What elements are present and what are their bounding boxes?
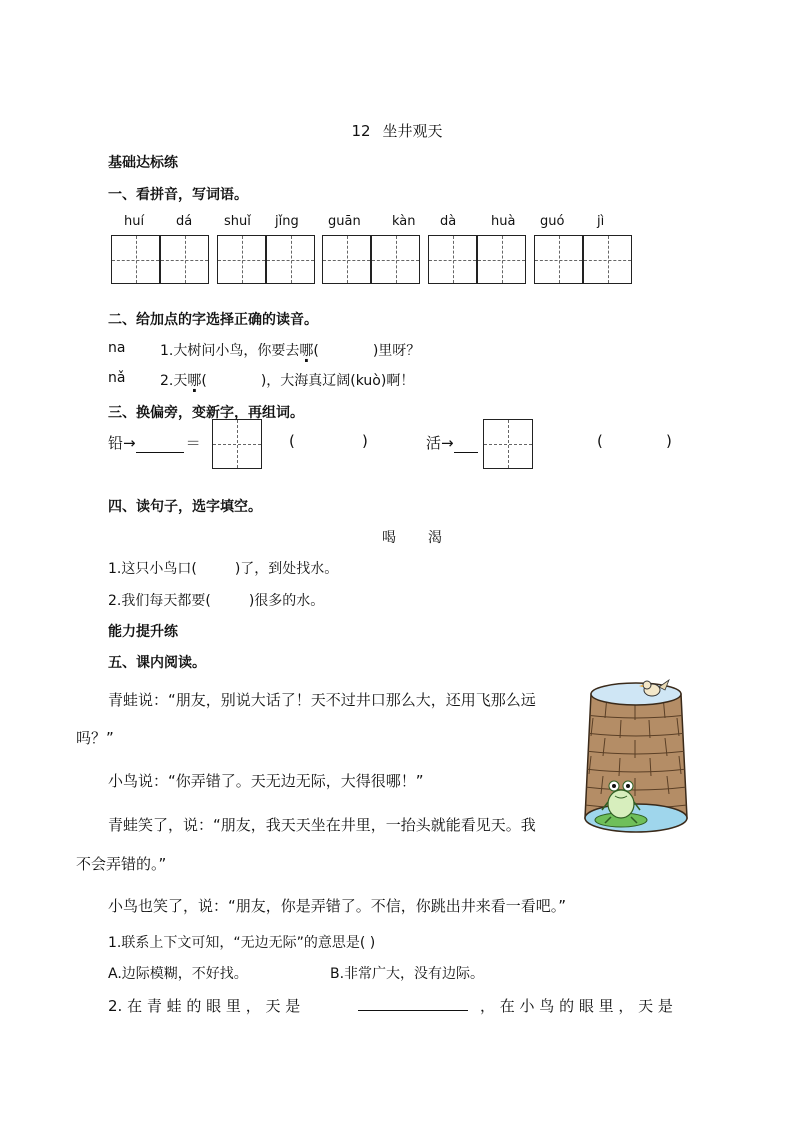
- paren-open: (: [597, 432, 603, 450]
- pinyin-1: dá: [176, 214, 193, 229]
- write-box[interactable]: [583, 235, 632, 284]
- q5-sub2-b: ， 在 小 鸟 的 眼 里 ， 天 是: [480, 997, 673, 1015]
- write-box[interactable]: [266, 235, 315, 284]
- paren-close: ): [362, 432, 368, 450]
- page-title: [0, 120, 794, 141]
- paren-close: ): [666, 432, 672, 450]
- q4-sentence-2: [108, 590, 324, 610]
- pinyin-0: huí: [124, 214, 145, 229]
- passage-p4: 小鸟也笑了，说：“朋友，你是弄错了。不信，你跳出井来看一看吧。”: [108, 897, 567, 915]
- q1-heading: 一、看拼音，写词语。: [108, 187, 248, 203]
- q2-s2-text: 2.天: [160, 373, 188, 389]
- option-b[interactable]: B.非常广大，没有边际。: [330, 966, 485, 982]
- q4-s1-b: )了，到处找水。: [234, 561, 339, 577]
- q2-s2-open: (: [201, 373, 207, 389]
- q2-sentence-1: [160, 340, 420, 360]
- dotted-char: 哪: [187, 373, 202, 389]
- q2-sentence-2: [160, 370, 414, 390]
- write-box[interactable]: [371, 235, 420, 284]
- q5-sub1: 1.联系上下文可知，“无边无际”的意思是( ): [108, 935, 376, 951]
- pinyin-8: guó: [540, 214, 565, 229]
- q3-char-2: 活→: [426, 434, 454, 452]
- write-box[interactable]: [160, 235, 209, 284]
- q4-s1-a: 1.这只小鸟口(: [108, 561, 197, 577]
- option-a[interactable]: A.边际模糊，不好找。: [108, 966, 248, 982]
- pinyin-9: jì: [597, 214, 605, 229]
- q3-char-1: 铅→: [108, 434, 136, 452]
- well-frog-illustration: [577, 678, 695, 836]
- q4-sentence-1: [108, 558, 338, 578]
- choice-ke: 渴: [428, 530, 442, 546]
- pinyin-5: kàn: [392, 214, 416, 229]
- q2-option-1: na: [108, 340, 126, 356]
- write-box[interactable]: [111, 235, 160, 284]
- lesson-title: 坐井观天: [382, 122, 443, 140]
- passage-p3a: 青蛙笑了，说：“朋友，我天天坐在井里，一抬头就能看见天。我: [108, 816, 536, 834]
- passage-p1b: 吗？”: [76, 729, 114, 747]
- passage-p3b: 不会弄错的。”: [76, 855, 167, 873]
- q3-item-2: [426, 432, 478, 453]
- write-box[interactable]: [534, 235, 583, 284]
- blank-line[interactable]: [358, 996, 468, 1011]
- q2-s1-open: (: [313, 343, 319, 359]
- blank-line[interactable]: [454, 436, 478, 453]
- q4-s2-a: 2.我们每天都要(: [108, 593, 211, 609]
- q3-heading: 三、换偏旁，变新字，再组词。: [108, 405, 304, 421]
- write-box[interactable]: [217, 235, 266, 284]
- write-box[interactable]: [483, 419, 533, 469]
- write-box[interactable]: [477, 235, 526, 284]
- write-box[interactable]: [322, 235, 371, 284]
- blank-line[interactable]: [136, 436, 184, 453]
- q2-option-2: nǎ: [108, 370, 126, 386]
- write-box[interactable]: [212, 419, 262, 469]
- q2-s2-rest: )，大海真辽阔(kuò)啊！: [260, 373, 415, 389]
- q4-s2-b: )很多的水。: [248, 593, 325, 609]
- pinyin-2: shuǐ: [224, 214, 251, 229]
- pinyin-4: guān: [328, 214, 361, 229]
- q3-item-1: [108, 432, 201, 453]
- q2-s1-rest: )里呀？: [372, 343, 421, 359]
- dotted-char: 哪: [299, 343, 314, 359]
- q2-s1-text: 1.大树问小鸟，你要去: [160, 343, 300, 359]
- write-box[interactable]: [428, 235, 477, 284]
- passage-p1a: 青蛙说：“朋友，别说大话了！天不过井口那么大，还用飞那么远: [108, 691, 536, 709]
- section-ability: 能力提升练: [108, 624, 178, 640]
- q2-heading: 二、给加点的字选择正确的读音。: [108, 312, 318, 328]
- pinyin-3: jǐng: [275, 214, 299, 229]
- passage-p2: 小鸟说：“你弄错了。天无边无际，大得很哪！”: [108, 772, 424, 790]
- lesson-number: 12: [351, 122, 371, 140]
- paren-open: (: [289, 432, 295, 450]
- q4-heading: 四、读句子，选字填空。: [108, 499, 262, 515]
- pinyin-6: dà: [440, 214, 457, 229]
- pinyin-7: huà: [491, 214, 516, 229]
- equals-sign: ＝: [185, 434, 201, 452]
- q5-heading: 五、课内阅读。: [108, 655, 206, 671]
- q5-sub2-a: 2. 在 青 蛙 的 眼 里 ， 天 是: [108, 997, 301, 1015]
- section-basic: 基础达标练: [108, 155, 178, 171]
- choice-he: 喝: [382, 530, 396, 546]
